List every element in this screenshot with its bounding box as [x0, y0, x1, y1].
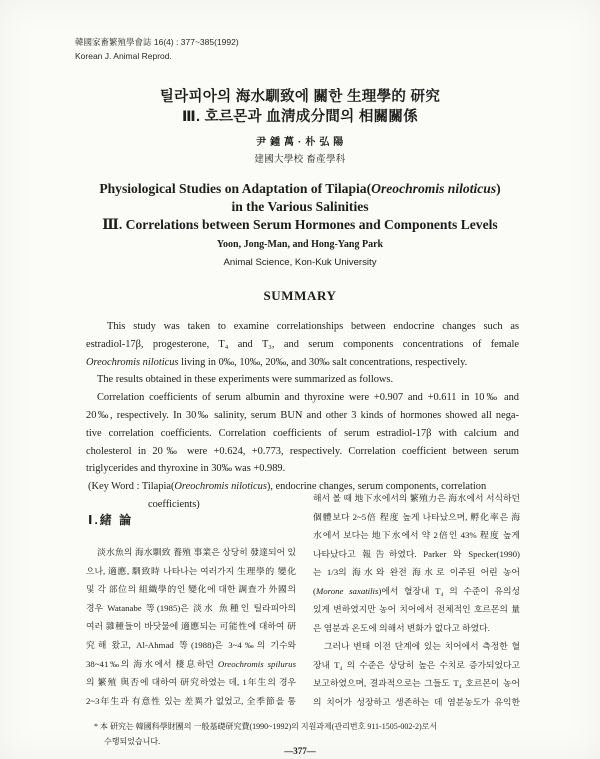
- english-title-line: in the Various Salinities: [231, 199, 369, 214]
- page-number: —377—: [284, 746, 316, 756]
- korean-subtitle-line: Ⅲ. 호르몬과 血淸成分間의 相關關係: [181, 109, 419, 125]
- footnote-line: 수행되었습니다.: [104, 736, 161, 746]
- introduction-line: 2~3年生과 有意性 있는 差異가 없었고, 全季節을 통: [86, 695, 296, 706]
- introduction-line: 水에서 보다는 地下水에서 약 2倍인 43% 程度 높게: [313, 530, 520, 541]
- species-name: Oreochromis spilurus: [217, 658, 296, 669]
- korean-title-line: 틸라피아의 海水馴致에 關한 生理學的 研究: [159, 89, 441, 105]
- korean-affiliation: 建國大學校 畜產學科: [254, 154, 346, 165]
- introduction-line: 있게 변하였지만 농어 치어에서 전체적인 호르몬의 量: [313, 604, 520, 615]
- journal-citation: 韓國家畜繁殖學會誌 16(4) : 377~385(1992): [75, 37, 239, 47]
- summary-line: 20‰, respectively. In 30‰ salinity, serum BUN and other 3 kinds of hormones showed all nega-: [86, 409, 519, 421]
- korean-authors: 尹 鍾 萬 · 朴 弘 陽: [256, 137, 344, 148]
- introduction-line: 個體보다 2~5倍 程度 높게 나타났으며, 孵化率은 海: [313, 511, 520, 522]
- footnote-line: * 本 研究는 韓國科學財團의 一般基礎研究費(1990~1992)의 지원과제(관리번호 911-1505-002-2)로서: [94, 722, 438, 731]
- species-name: Oreochromis niloticus: [371, 181, 497, 196]
- introduction-line: [313, 582, 520, 601]
- introduction-left-column: [86, 543, 296, 710]
- summary-section: [86, 318, 519, 514]
- english-title-text: Physiological Studies on Adaptation of Tilapia(: [99, 181, 372, 196]
- summary-line: [86, 354, 519, 372]
- introduction-line: 으나, 適應, 馴致時 나타나는 여러가지 生理學的 變化: [86, 565, 296, 576]
- introduction-line: 나타났다고 報告하였다. Parker 와 Specker(1990): [313, 548, 520, 559]
- summary-heading: SUMMARY: [263, 288, 337, 303]
- introduction-line: 및 각 部位의 組織學的인 變化에 대한 調査가 外國의: [86, 584, 296, 595]
- introduction-line: 의 繁殖 與否에 대하여 研究하였는 데, 1年生의 경우: [86, 677, 296, 688]
- introduction-text: 38~41‰의 海水에서 棲息하던: [86, 658, 218, 669]
- introduction-line: 해서 볼 때 地下水에서의 繁殖力은 海水에서 서식하던: [313, 493, 520, 503]
- introduction-line: 의 치어가 성장하고 생존하는 데 염분농도가 유익한: [313, 697, 520, 708]
- introduction-line: 경우 Watanabe 等(1985)은 淡水 魚種인 틸라피아의: [86, 602, 296, 613]
- summary-line: The results obtained in these experiments were summarized as follows.: [97, 374, 394, 386]
- english-subtitle-line: Ⅲ. Correlations between Serum Hormones and Components Levels: [102, 217, 498, 232]
- introduction-line: 은 염분과 온도에 의해서 변화가 없다고 하였다.: [313, 622, 490, 633]
- introduction-text: (: [313, 585, 316, 596]
- summary-line: This study was taken to examine correlationships between endocrine changes such as: [107, 321, 519, 332]
- species-name: Morone saxatilis: [315, 585, 379, 596]
- introduction-line: 장내 T₄ 의 수준은 상당히 높은 수치로 증가되었다고: [313, 659, 520, 670]
- introduction-line: [86, 655, 296, 674]
- keyword-text: (Key Word : Tilapia(: [88, 481, 175, 493]
- summary-line: tive correlation coefficients. Correlation coefficients of serum estradiol-17β with calcium and: [86, 427, 519, 439]
- journal-name: Korean J. Animal Reprod.: [75, 51, 172, 61]
- keyword-line: coefficients): [148, 498, 200, 510]
- introduction-text: )에서 혈장내 T₄ 의 수준이 유의성: [378, 585, 520, 596]
- summary-line: estradiol-17β, progesterone, T₄ and T₃, and serum components concentrations of female: [86, 338, 519, 350]
- introduction-line: 그러나 변태 이전 단계에 있는 치어에서 측정한 혈: [324, 641, 520, 652]
- english-title-text: ): [496, 181, 501, 196]
- introduction-line: 는 1/3의 海水와 완전 海水로 이주된 어린 농어: [313, 567, 520, 578]
- introduction-line: 究해 왔고, Al-Ahmad 等(1988)은 3~4‰의 기수와: [86, 639, 296, 650]
- introduction-heading: Ⅰ.緒 論: [88, 513, 134, 527]
- keyword-text: ), endocrine changes, serum components, correlation: [266, 481, 487, 493]
- english-authors: Yoon, Jong-Man, and Hong-Yang Park: [216, 239, 384, 250]
- english-affiliation: Animal Science, Kon-Kuk University: [223, 257, 377, 268]
- summary-line: Correlation coefficients of serum albumin and thyroxine were +0.907 and +0.611 in 10‰ and: [97, 392, 519, 404]
- introduction-line: 보고하였으며, 결과적으로는 그들도 T₄ 호르몬이 농어: [313, 678, 520, 689]
- introduction-line: 여러 雜種들이 바닷물에 適應되는 可能性에 대하여 研: [86, 621, 296, 632]
- summary-line: cholesterol in 20‰ were +0.624, +0.773, respectively. Correlation coefficient between serum: [86, 445, 519, 457]
- summary-line: triglycerides and thyroxine in 30‰ was +0.989.: [86, 463, 286, 475]
- summary-text: living in 0‰, 10‰, 20‰, and 30‰ salt concentrations, respectively.: [178, 356, 468, 368]
- introduction-right-column: [313, 489, 520, 712]
- english-title-line: [0, 180, 600, 198]
- species-name: Oreochromis niloticus: [174, 481, 267, 493]
- species-name: Oreochromis niloticus: [86, 356, 179, 368]
- introduction-line: 淡水魚의 海水馴致 養殖 事業은 상당히 發達되어 있: [97, 547, 296, 557]
